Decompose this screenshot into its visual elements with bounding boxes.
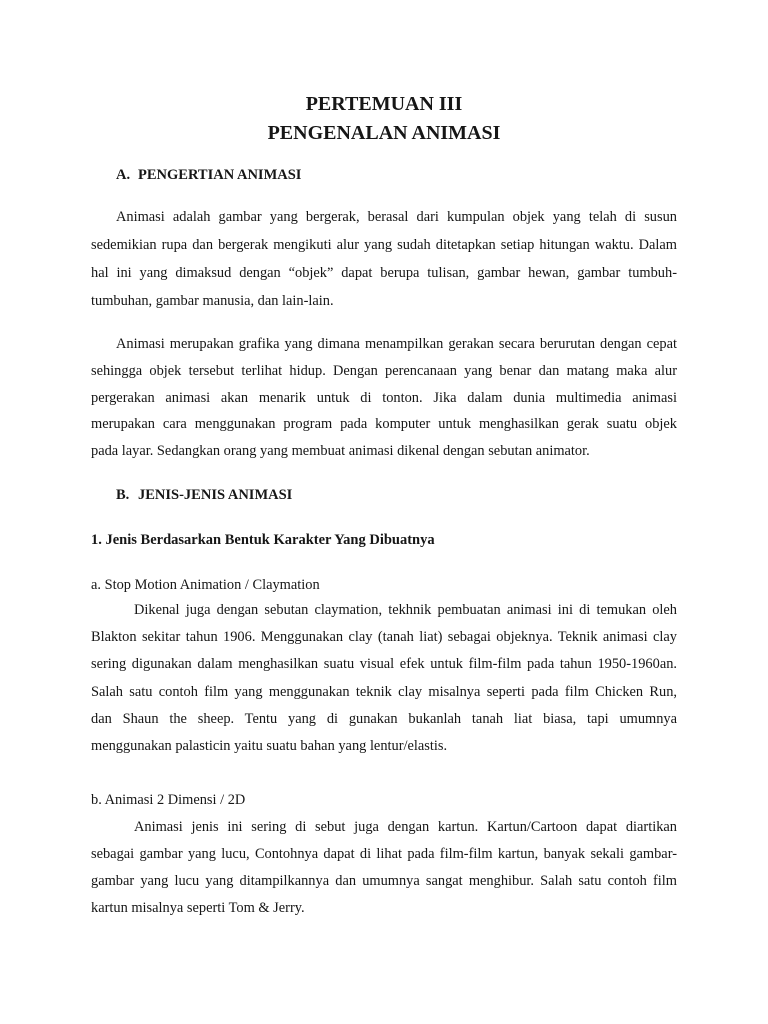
section-a-heading <box>116 162 301 189</box>
paragraph-line: menggunakan palasticin yaitu suatu bahan yang lentur/elastis. <box>91 738 448 755</box>
section-a-paragraph-2 <box>91 331 677 465</box>
paragraph-line: sehingga objek tersebut terlihat hidup. Dengan perencanaan yang benar dan matang maka alur <box>91 362 677 379</box>
item-b-title: b. Animasi 2 Dimensi / 2D <box>91 792 246 808</box>
page-title: PERTEMUAN III <box>305 93 463 115</box>
section-b-title: JENIS-JENIS ANIMASI <box>138 487 293 503</box>
paragraph-line: kartun misalnya seperti Tom & Jerry. <box>91 900 305 916</box>
paragraph-line: Salah satu contoh film yang menggunakan teknik clay misalnya seperti pada film Chicken Run, <box>91 683 677 700</box>
paragraph-line: dan Shaun the sheep. Tentu yang di gunakan bukanlah tanah liat biasa, tapi umumnya <box>91 710 677 727</box>
section-a-title: PENGERTIAN ANIMASI <box>138 167 302 183</box>
paragraph-line: Dikenal juga dengan sebutan claymation, tekhnik pembuatan animasi ini di temukan oleh <box>134 602 677 618</box>
paragraph-line: Animasi adalah gambar yang bergerak, berasal dari kumpulan objek yang telah di susun <box>116 209 677 225</box>
paragraph-line: sebagai gambar yang lucu, Contohnya dapat di lihat pada film-film kartun, banyak sekali gambar- <box>91 846 677 862</box>
paragraph-line: sering digunakan dalam menghasilkan suatu visual efek untuk film-film pada tahun 1950-1960an. <box>91 656 677 673</box>
page-subtitle: PENGENALAN ANIMASI <box>267 122 501 144</box>
subsection-1-heading: 1. Jenis Berdasarkan Bentuk Karakter Yang Dibuatnya <box>91 532 435 548</box>
paragraph-line: tumbuhan, gambar manusia, dan lain-lain. <box>91 293 334 309</box>
item-b-paragraph <box>91 814 677 922</box>
paragraph-line: hal ini yang dimaksud dengan “objek” dapat berupa tulisan, gambar hewan, gambar tumbuh- <box>91 265 677 281</box>
paragraph-line: merupakan cara menggunakan program pada komputer untuk menghasilkan gerak suatu objek <box>91 416 677 433</box>
paragraph-line: Blakton sekitar tahun 1906. Menggunakan clay (tanah liat) sebagai objeknya. Teknik animasi clay <box>91 629 677 646</box>
item-a-title: a. Stop Motion Animation / Claymation <box>91 577 320 593</box>
paragraph-line: sedemikian rupa dan bergerak mengikuti alur yang sudah ditetapkan setiap hitungan waktu. Dalam <box>91 237 677 253</box>
section-a-paragraph-1 <box>91 203 677 315</box>
paragraph-line: gambar yang lucu yang ditampilkannya dan umumnya sangat menghibur. Salah satu contoh film <box>91 873 677 889</box>
paragraph-line: pada layar. Sedangkan orang yang membuat animasi dikenal dengan sebutan animator. <box>91 443 590 460</box>
section-a-number: A. <box>116 167 131 183</box>
section-b-number: B. <box>116 487 130 503</box>
paragraph-line: Animasi merupakan grafika yang dimana menampilkan gerakan secara berurutan dengan cepat <box>116 336 677 352</box>
section-b-heading <box>116 482 292 509</box>
item-a-paragraph <box>91 597 677 760</box>
paragraph-line: Animasi jenis ini sering di sebut juga dengan kartun. Kartun/Cartoon dapat diartikan <box>134 819 677 835</box>
paragraph-line: pergerakan animasi akan menarik untuk di tonton. Jika dalam dunia multimedia animasi <box>91 389 677 406</box>
